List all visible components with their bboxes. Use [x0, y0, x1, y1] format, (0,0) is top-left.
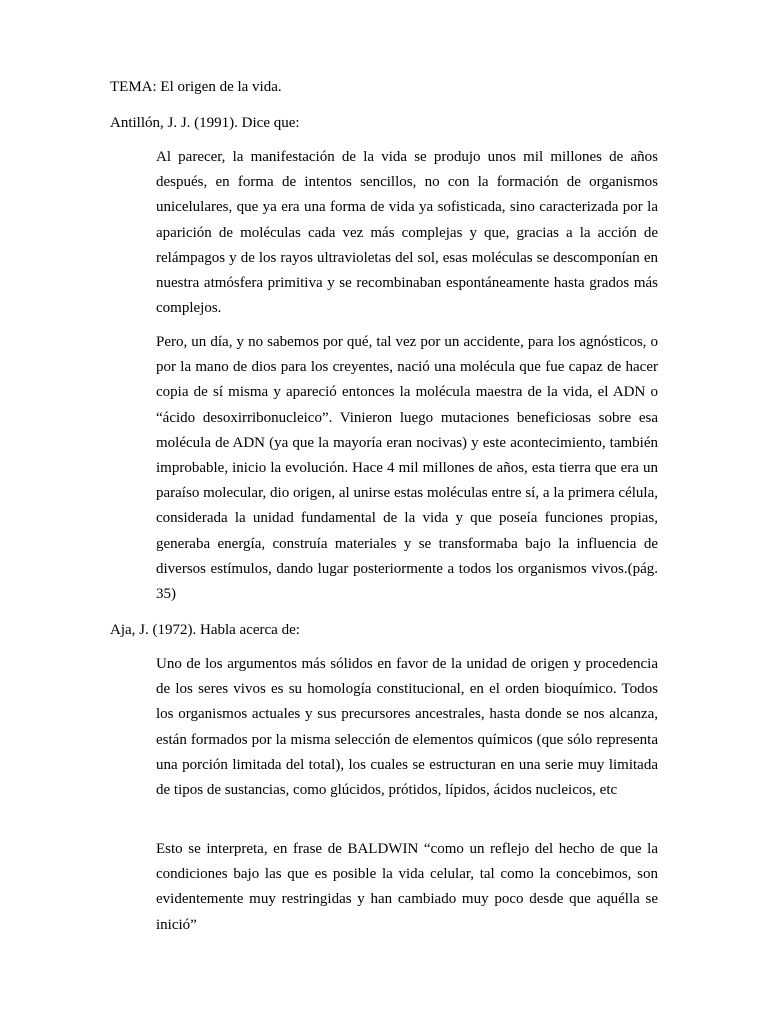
quote-paragraph-antillon-1: Al parecer, la manifestación de la vida se produjo unos mil millones de años después, en forma de intentos sencillos, no con la formación de organismos unicelulares, que ya era una forma de vida ya sofisticada, sino caracterizada por la aparición de moléculas cada vez más complejas y que, gracias a la acción de relámpagos y de los rayos ultravioletas del sol, esas moléculas se descomponían en nuestra atmósfera primitiva y se recombinaban espontáneamente hasta grados más complejos. [156, 149, 658, 317]
quote-paragraph-aja-2: Esto se interpreta, en frase de BALDWIN “como un reflejo del hecho de que la condiciones bajo las que es posible la vida celular, tal como la concebimos, son evidentemente muy restringidas y han cambiado muy poco desde que aquélla se inició” [156, 841, 658, 933]
citation-antillon: Antillón, J. J. (1991). Dice que: [110, 115, 300, 131]
quote-paragraph-aja-1: Uno de los argumentos más sólidos en favor de la unidad de origen y procedencia de los seres vivos es su homología constitucional, en el orden bioquímico. Todos los organismos actuales y sus precursores ancestrales, hasta donde se nos alcanza, están formados por la misma selección de elementos químicos (que sólo representa una porción limitada del total), los cuales se estructuran en una serie muy limitada de tipos de sustancias, como glúcidos, prótidos, lípidos, ácidos nucleicos, etc [156, 656, 658, 799]
citation-aja: Aja, J. (1972). Habla acerca de: [110, 622, 300, 638]
quote-paragraph-antillon-2: Pero, un día, y no sabemos por qué, tal vez por un accidente, para los agnósticos, o por la mano de dios para los creyentes, nació una molécula que fue capaz de hacer copia de sí misma y apareció entonces la molécula maestra de la vida, el ADN o “ácido desoxirribonucleico”. Vinieron luego mutaciones beneficiosas sobre esa molécula de ADN (ya que la mayoría eran nocivas) y este acontecimiento, también improbable, inicio la evolución. Hace 4 mil millones de años, esta tierra que era un paraíso molecular, dio origen, al unirse estas moléculas entre sí, a la primera célula, considerada la unidad fundamental de la vida y que poseía funciones propias, generaba energía, construía materiales y se transformaba bajo la influencia de diversos estímulos, dando lugar posteriormente a todos los organismos vivos.(pág. 35) [156, 334, 658, 603]
topic-heading: TEMA: El origen de la vida. [110, 79, 282, 95]
